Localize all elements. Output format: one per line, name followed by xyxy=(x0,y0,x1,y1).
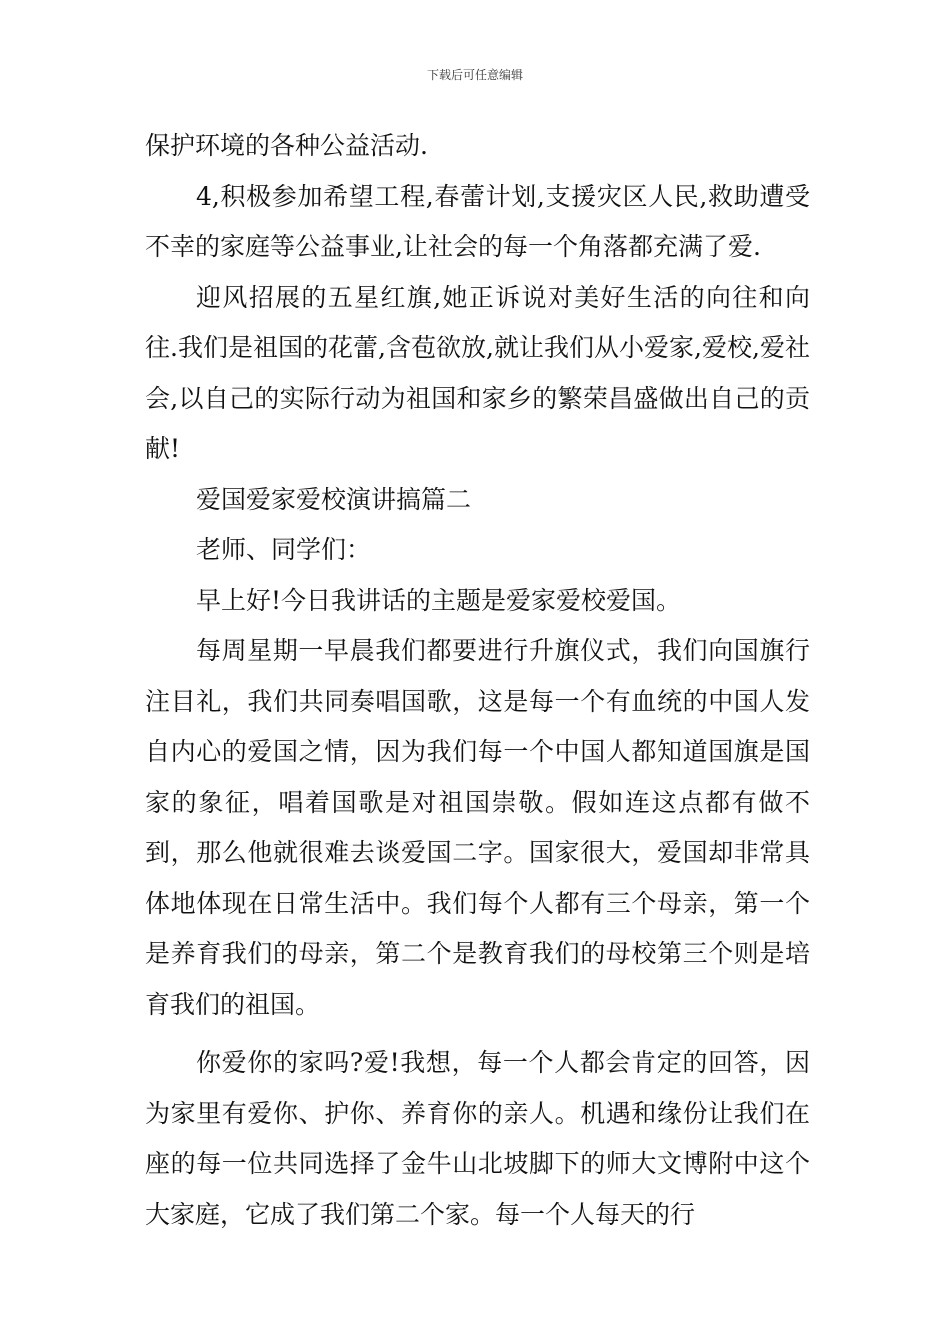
paragraph: 每周星期一早晨我们都要进行升旗仪式，我们向国旗行注目礼，我们共同奏唱国歌，这是每一个有血统的中国人发自内心的爱国之情，因为我们每一个中国人都知道国旗是国家的象征，唱着国歌是对祖国崇敬。假如连这点都有做不到，那么他就很难去谈爱国二字。国家很大，爱国却非常具体地体现在日常生活中。我们每个人都有三个母亲，第一个是养育我们的母亲，第二个是教育我们的母校第三个则是培育我们的祖国。 xyxy=(145,636,810,1019)
page-header: 下载后可任意编辑 xyxy=(426,68,523,82)
paragraph: 早上好!今日我讲话的主题是爱家爱校爱国。 xyxy=(196,585,682,615)
section-heading: 爱国爱家爱校演讲搞篇二 xyxy=(196,484,472,514)
document-body xyxy=(145,121,810,1240)
salutation: 老师、同学们： xyxy=(196,535,372,564)
paragraph: 迎风招展的五星红旗,她正诉说对美好生活的向往和向往.我们是祖国的花蕾,含苞欲放,就让我们从小爱家,爱校,爱社会,以自己的实际行动为祖国和家乡的繁荣昌盛做出自己的贡献! xyxy=(145,282,810,463)
paragraph: 你爱你的家吗?爱!我想，每一个人都会肯定的回答，因为家里有爱你、护你、养育你的亲人。机遇和缘份让我们在座的每一位共同选择了金牛山北坡脚下的师大文博附中这个大家庭，它成了我们第二个家。每一个人每天的行 xyxy=(145,1048,810,1229)
paragraph: 保护环境的各种公益活动. xyxy=(145,131,428,160)
paragraph: 4,积极参加希望工程,春蕾计划,支援灾区人民,救助遭受不幸的家庭等公益事业,让社会的每一个角落都充满了爱. xyxy=(145,181,810,261)
